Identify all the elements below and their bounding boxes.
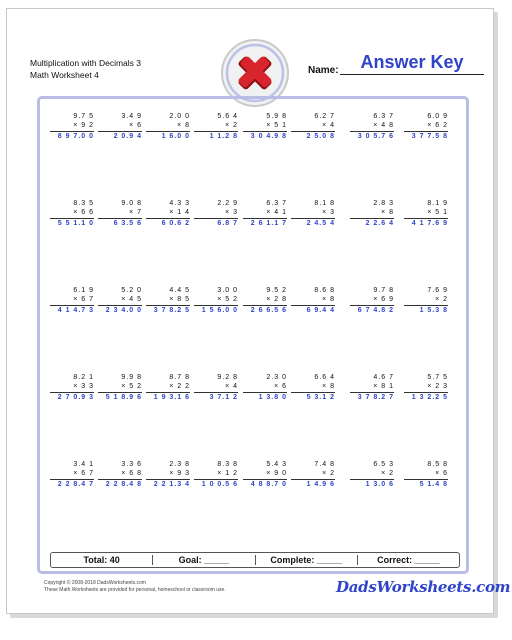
title-line-1: Multiplication with Decimals 3	[30, 58, 142, 68]
problem-multiplicand: 8.1 8	[314, 200, 335, 207]
problem-multiplier: × 9 2	[50, 122, 94, 133]
problem-multiplicand: 4.3 3	[169, 200, 190, 207]
problem-37	[243, 461, 287, 490]
problem-multiplier: × 5 1	[404, 209, 448, 220]
problem-answer: 6 7 4.8 2	[357, 307, 394, 314]
problem-multiplier: × 7	[98, 209, 142, 220]
problem-multiplicand: 9.5 2	[266, 287, 287, 294]
title-line-2: Math Worksheet 4	[30, 70, 99, 80]
problem-multiplicand: 6.2 7	[314, 113, 335, 120]
problem-multiplicand: 9.7 5	[73, 113, 94, 120]
problem-multiplier: × 4	[291, 122, 335, 133]
problem-33	[50, 461, 94, 490]
problem-multiplier: × 4 5	[98, 296, 142, 307]
problem-answer: 3 0 4.9 8	[250, 133, 287, 140]
problem-answer: 2 7 0.9 3	[57, 394, 94, 401]
problem-multiplicand: 4.4 5	[169, 287, 190, 294]
problem-40	[404, 461, 448, 490]
problem-multiplier: × 5 2	[194, 296, 238, 307]
problem-answer: 6.8 7	[217, 220, 238, 227]
problem-multiplier: × 5 2	[98, 383, 142, 394]
problem-answer: 8 9 7.0 0	[57, 133, 94, 140]
problem-21	[243, 287, 287, 316]
problem-multiplier: × 8	[146, 122, 190, 133]
total-cell: Total: 40	[83, 555, 120, 565]
problem-multiplicand: 2.3 8	[169, 461, 190, 468]
problem-31	[350, 374, 394, 403]
problem-answer: 2 2 1.3 4	[153, 481, 190, 488]
problem-answer: 4 1 7.6 9	[411, 220, 448, 227]
answer-key-field: Answer Key	[340, 52, 484, 75]
problem-19	[146, 287, 190, 316]
problem-multiplicand: 9.7 8	[373, 287, 394, 294]
problem-answer: 5 1 8.9 6	[105, 394, 142, 401]
problem-29	[243, 374, 287, 403]
problem-multiplicand: 8.3 5	[73, 200, 94, 207]
copyright-line-2: These Math Worksheets are provided for personal, homeschool or classroom use.	[44, 587, 226, 593]
problem-multiplier: × 2 2	[146, 383, 190, 394]
problem-12	[194, 200, 238, 229]
problem-answer: 2 3 4.0 0	[105, 307, 142, 314]
problem-25	[50, 374, 94, 403]
problem-multiplicand: 5.9 8	[266, 113, 287, 120]
problem-multiplicand: 5.7 5	[427, 374, 448, 381]
problem-multiplier: × 2 8	[243, 296, 287, 307]
problem-23	[350, 287, 394, 316]
problem-13	[243, 200, 287, 229]
problem-multiplicand: 5.4 3	[266, 461, 287, 468]
problem-answer: 2 4.5 4	[306, 220, 335, 227]
problem-multiplicand: 8.2 1	[73, 374, 94, 381]
problem-multiplicand: 6.6 4	[314, 374, 335, 381]
problem-multiplier: × 9 3	[146, 470, 190, 481]
problem-answer: 1 0 0.5 6	[201, 481, 238, 488]
problem-10	[98, 200, 142, 229]
problem-answer: 6 0.6 2	[161, 220, 190, 227]
problem-16	[404, 200, 448, 229]
problem-7	[350, 113, 394, 142]
problem-multiplicand: 9.2 8	[217, 374, 238, 381]
problem-28	[194, 374, 238, 403]
problem-multiplicand: 5.2 0	[121, 287, 142, 294]
problem-multiplicand: 6.1 9	[73, 287, 94, 294]
problem-5	[243, 113, 287, 142]
problem-27	[146, 374, 190, 403]
problem-multiplier: × 8	[291, 383, 335, 394]
goal-cell: Goal: _____	[152, 555, 254, 565]
problem-1	[50, 113, 94, 142]
problem-26	[98, 374, 142, 403]
copyright-text	[44, 580, 226, 594]
problem-8	[404, 113, 448, 142]
problem-multiplicand: 3.4 1	[73, 461, 94, 468]
problem-multiplier: × 3 3	[50, 383, 94, 394]
problem-multiplier: × 8	[291, 296, 335, 307]
problem-14	[291, 200, 335, 229]
name-label: Name:	[308, 65, 339, 76]
problem-multiplier: × 1 2	[194, 470, 238, 481]
problem-multiplicand: 3.3 6	[121, 461, 142, 468]
problem-answer: 6 3.5 6	[113, 220, 142, 227]
problem-multiplier: × 9 0	[243, 470, 287, 481]
problem-multiplier: × 6	[243, 383, 287, 394]
problem-answer: 1 3 2.2 5	[411, 394, 448, 401]
problem-multiplier: × 6 7	[50, 296, 94, 307]
problem-multiplicand: 2.2 9	[217, 200, 238, 207]
problem-multiplicand: 4.6 7	[373, 374, 394, 381]
problem-multiplier: × 4 1	[243, 209, 287, 220]
problem-multiplier: × 8	[350, 209, 394, 220]
problem-multiplicand: 8.3 8	[217, 461, 238, 468]
problem-answer: 4 8 8.7 0	[250, 481, 287, 488]
problem-answer: 3 0 5.7 6	[357, 133, 394, 140]
problem-answer: 2 2.6 4	[365, 220, 394, 227]
problem-answer: 1 3.8 0	[258, 394, 287, 401]
problem-35	[146, 461, 190, 490]
problem-multiplier: × 4 8	[350, 122, 394, 133]
problem-answer: 2 5.0 8	[306, 133, 335, 140]
problem-answer: 5 5 1.1 0	[57, 220, 94, 227]
problem-multiplier: × 6	[404, 470, 448, 481]
problem-answer: 4 1 4.7 3	[57, 307, 94, 314]
problem-answer: 2 2 8.4 7	[57, 481, 94, 488]
problem-multiplier: × 2 3	[404, 383, 448, 394]
problem-2	[98, 113, 142, 142]
problems-frame	[37, 96, 469, 574]
problem-answer: 3 7 8.2 5	[153, 307, 190, 314]
worksheet-title	[30, 57, 141, 81]
problem-4	[194, 113, 238, 142]
problem-17	[50, 287, 94, 316]
problem-multiplier: × 2	[350, 470, 394, 481]
problem-multiplier: × 6 6	[50, 209, 94, 220]
problem-multiplicand: 2.8 3	[373, 200, 394, 207]
problem-18	[98, 287, 142, 316]
problem-32	[404, 374, 448, 403]
problem-multiplier: × 2	[404, 296, 448, 307]
problem-multiplier: × 6 7	[50, 470, 94, 481]
complete-cell: Complete: _____	[255, 555, 357, 565]
problem-answer: 5 1.4 8	[419, 481, 448, 488]
problem-multiplicand: 3.4 9	[121, 113, 142, 120]
problem-multiplicand: 8.1 9	[427, 200, 448, 207]
problem-answer: 3 7 7.5 8	[411, 133, 448, 140]
problem-multiplier: × 6	[98, 122, 142, 133]
problem-answer: 2 0.9 4	[113, 133, 142, 140]
problem-22	[291, 287, 335, 316]
problem-answer: 1 5.3 8	[419, 307, 448, 314]
problem-6	[291, 113, 335, 142]
problem-30	[291, 374, 335, 403]
problem-multiplicand: 6.5 3	[373, 461, 394, 468]
problem-multiplier: × 3	[291, 209, 335, 220]
problem-answer: 2 6 6.5 6	[250, 307, 287, 314]
problem-38	[291, 461, 335, 490]
problem-multiplicand: 7.6 9	[427, 287, 448, 294]
problem-answer: 1 9 3.1 6	[153, 394, 190, 401]
problem-multiplicand: 2.3 0	[266, 374, 287, 381]
problem-multiplier: × 2	[194, 122, 238, 133]
brand-logo: DadsWorksheets.com	[336, 578, 511, 596]
problem-multiplier: × 5 1	[243, 122, 287, 133]
problem-answer: 5 3.1 2	[306, 394, 335, 401]
problem-multiplier: × 3	[194, 209, 238, 220]
problem-multiplier: × 6 8	[98, 470, 142, 481]
problem-multiplicand: 6.3 7	[373, 113, 394, 120]
problem-answer: 2 6 1.1 7	[250, 220, 287, 227]
problem-answer: 1 6.0 0	[161, 133, 190, 140]
problem-multiplicand: 7.4 8	[314, 461, 335, 468]
problem-answer: 3 7.1 2	[209, 394, 238, 401]
problem-multiplier: × 8 1	[350, 383, 394, 394]
problem-multiplicand: 6.3 7	[266, 200, 287, 207]
problem-15	[350, 200, 394, 229]
problem-multiplicand: 5.6 4	[217, 113, 238, 120]
problem-39	[350, 461, 394, 490]
problem-multiplier: × 6 9	[350, 296, 394, 307]
problem-multiplicand: 2.0 0	[169, 113, 190, 120]
problem-multiplicand: 8.6 8	[314, 287, 335, 294]
problem-multiplicand: 6.0 9	[427, 113, 448, 120]
problem-answer: 1 5 6.0 0	[201, 307, 238, 314]
problem-11	[146, 200, 190, 229]
problem-answer: 3 7 8.2 7	[357, 394, 394, 401]
problem-multiplier: × 4	[194, 383, 238, 394]
score-bar	[50, 552, 460, 568]
correct-cell: Correct: _____	[357, 555, 459, 565]
problem-multiplier: × 1 4	[146, 209, 190, 220]
problem-multiplier: × 6 2	[404, 122, 448, 133]
copyright-line-1: Copyright © 2008-2018 DadsWorksheets.com	[44, 580, 146, 586]
problem-20	[194, 287, 238, 316]
problem-multiplicand: 3.0 0	[217, 287, 238, 294]
problem-answer: 1 1.2 8	[209, 133, 238, 140]
problem-multiplicand: 9.9 8	[121, 374, 142, 381]
problem-multiplicand: 8.5 8	[427, 461, 448, 468]
problem-multiplier: × 8 5	[146, 296, 190, 307]
problem-24	[404, 287, 448, 316]
problem-9	[50, 200, 94, 229]
problem-36	[194, 461, 238, 490]
problem-34	[98, 461, 142, 490]
problem-answer: 1 4.9 6	[306, 481, 335, 488]
problem-answer: 6 9.4 4	[306, 307, 335, 314]
problem-answer: 1 3.0 6	[365, 481, 394, 488]
problem-answer: 2 2 8.4 8	[105, 481, 142, 488]
problem-3	[146, 113, 190, 142]
problem-multiplicand: 9.0 8	[121, 200, 142, 207]
problem-multiplicand: 8.7 8	[169, 374, 190, 381]
problem-multiplier: × 2	[291, 470, 335, 481]
